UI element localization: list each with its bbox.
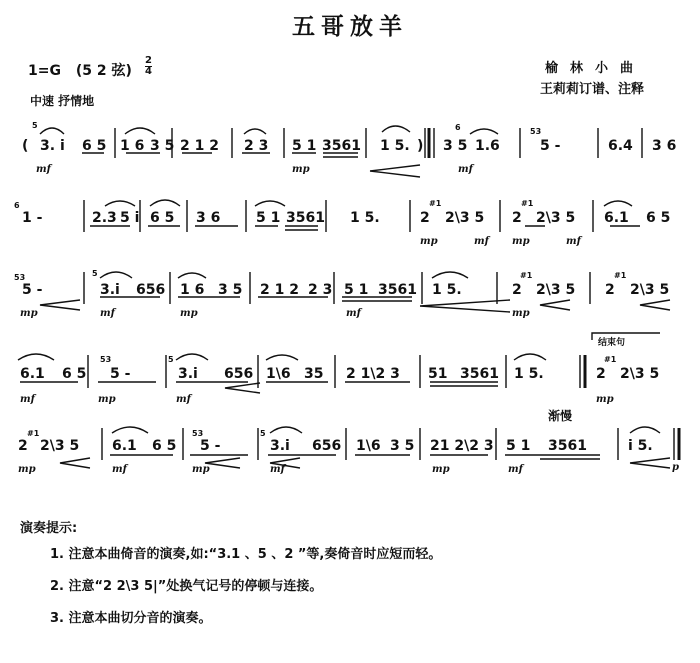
slur [630, 427, 660, 433]
dynamic-mf: mf [346, 308, 361, 319]
note: 2 3 [244, 138, 269, 154]
note: 656 [136, 282, 166, 298]
note: i [60, 138, 65, 154]
performance-note-1: 1. 注意本曲倚音的演奏,如:“3.1 、5 、2 ”等,奏倚音时应短而轻。 [50, 547, 442, 562]
note: 1 5. [380, 138, 410, 154]
dynamic-mf: mf [270, 464, 285, 475]
note: 6 5 [62, 366, 87, 382]
note: 3.i [178, 366, 198, 382]
slur [178, 273, 206, 278]
note: 6 5 [150, 210, 175, 226]
crescendo-hairpin [640, 300, 670, 310]
song-origin: 榆林小曲 [545, 61, 646, 76]
close-paren: ) [417, 138, 424, 154]
performance-note-3: 3. 注意本曲切分音的演奏。 [50, 611, 212, 626]
dynamic-mp: mp [98, 394, 116, 405]
note: 6.1 [112, 438, 137, 454]
grace-note: #1 [521, 199, 534, 208]
slur [105, 201, 135, 206]
dynamic-mf: mf [176, 394, 191, 405]
note: 5 - [540, 138, 561, 154]
note: 2 1\2 3 [346, 366, 400, 382]
dynamic-mf: mf [20, 394, 35, 405]
note: 1 5. [432, 282, 462, 298]
note: 3.i [100, 282, 120, 298]
note: 2\3 5 [630, 282, 670, 298]
note: 6 5 [152, 438, 177, 454]
note: 3. [40, 138, 56, 154]
crescendo-hairpin [205, 458, 240, 468]
decrescendo-hairpin [630, 458, 670, 468]
note: 656 [224, 366, 254, 382]
rhythm-underline [90, 226, 640, 230]
note: 3 6 [196, 210, 221, 226]
note: 2.3 [92, 210, 117, 226]
note: 2 [18, 438, 28, 454]
grace-note: 53 [100, 355, 112, 364]
dynamic-mp: mp [292, 164, 310, 175]
note: 2\3 5 [620, 366, 660, 382]
crescendo-hairpin [540, 300, 570, 310]
note: 21 2\2 3 [430, 438, 494, 454]
dynamic-mf: mf [458, 164, 473, 175]
note: 3.i [270, 438, 290, 454]
grace-note: 53 [14, 273, 26, 282]
note: 5 1 [506, 438, 531, 454]
note: 2 [420, 210, 430, 226]
time-signature-bottom: 4 [145, 66, 152, 77]
grace-note: #1 [520, 271, 533, 280]
slur [604, 201, 632, 206]
note: 1\6 [266, 366, 291, 382]
grace-note: 53 [192, 429, 204, 438]
note: 2\3 5 [40, 438, 80, 454]
grace-note: #1 [604, 355, 617, 364]
note: 6.1 [604, 210, 629, 226]
note: 2 3 [308, 282, 333, 298]
note: 1.6 [475, 138, 500, 154]
note: 3561 [378, 282, 417, 298]
key-label: 1=G [28, 63, 61, 79]
performance-notes-heading: 演奏提示: [20, 521, 78, 536]
ritardando-label: 渐慢 [548, 409, 573, 423]
note: 2 [512, 210, 522, 226]
slur [18, 354, 54, 360]
dynamic-mp: mp [432, 464, 450, 475]
slur [244, 129, 266, 134]
dynamic-mp: mp [512, 236, 530, 247]
tempo-marking: 中速 抒情地 [30, 94, 95, 108]
crescendo-hairpin [60, 458, 90, 468]
note: 5 1 [256, 210, 281, 226]
slur [40, 128, 64, 134]
ending-phrase-label: 结束句 [598, 338, 626, 348]
dynamic-mf: mf [474, 236, 489, 247]
note: 3 5 [150, 138, 175, 154]
song-title: 五哥放羊 [292, 13, 408, 40]
dynamic-mf: mf [508, 464, 523, 475]
note: 3561 [286, 210, 325, 226]
note: 3 5 [390, 438, 415, 454]
note: 5 1 [292, 138, 317, 154]
slur [514, 354, 546, 360]
note: 1 5. [350, 210, 380, 226]
dynamic-mf: mf [100, 308, 115, 319]
note: 1\6 [356, 438, 381, 454]
grace-note: #1 [614, 271, 627, 280]
crescendo-hairpin [40, 300, 80, 310]
note: 5 - [110, 366, 131, 382]
note: 2\3 5 [536, 210, 576, 226]
note: 6 5 [646, 210, 671, 226]
note: 3561 [460, 366, 499, 382]
slur [382, 126, 410, 132]
note: 2\3 5 [536, 282, 576, 298]
note: 1 6 [180, 282, 205, 298]
dynamic-mp: mp [192, 464, 210, 475]
note: 5 - [200, 438, 221, 454]
dynamic-mp: mp [512, 308, 530, 319]
dynamic-mp: mp [180, 308, 198, 319]
dynamic-mp: mp [18, 464, 36, 475]
editor-credit: 王莉莉订谱、注释 [540, 82, 645, 97]
grace-note: #1 [27, 429, 40, 438]
note: 1 6 [120, 138, 145, 154]
note: 6.4 [608, 138, 633, 154]
crescendo-hairpin [225, 383, 260, 393]
note: 35 [304, 366, 324, 382]
dynamic-mp: mp [20, 308, 38, 319]
note: 5 i [120, 210, 140, 226]
slur [255, 201, 285, 206]
note: 3561 [322, 138, 361, 154]
note: 2\3 5 [445, 210, 485, 226]
open-paren: ( [22, 138, 29, 154]
slur [470, 129, 498, 134]
note: 2 [605, 282, 615, 298]
grace-note: 53 [530, 127, 542, 136]
note: 2 1 2 [180, 138, 219, 154]
slur [100, 272, 132, 278]
note: 2 1 2 [260, 282, 299, 298]
time-signature-top: 2 [145, 55, 152, 66]
dynamic-mf: mf [112, 464, 127, 475]
performance-note-2: 2. 注意“2 2\3 5|”处换气记号的停顿与连接。 [50, 579, 323, 594]
note: 656 [312, 438, 342, 454]
note: i 5. [628, 438, 653, 454]
grace-note: 5 [260, 429, 266, 438]
note: 1 5. [514, 366, 544, 382]
note: 5 1 [344, 282, 369, 298]
grace-note: 5 [168, 355, 174, 364]
slur [112, 427, 148, 433]
slur [125, 128, 155, 134]
note: 5 - [22, 282, 43, 298]
decrescendo-hairpin [370, 165, 420, 177]
note: 1 - [22, 210, 43, 226]
dynamic-mf: mf [566, 236, 581, 247]
note: 51 [428, 366, 448, 382]
note: 2 [596, 366, 606, 382]
slur [266, 355, 298, 360]
note: 6 5 [82, 138, 107, 154]
note: 3561 [548, 438, 587, 454]
note: 3 5 [218, 282, 243, 298]
dynamic-mf: mf [36, 164, 51, 175]
tuning-label: (5 2 弦) [75, 63, 132, 79]
note: 2 [512, 282, 522, 298]
grace-note: 5 [32, 121, 38, 130]
note: 6.1 [20, 366, 45, 382]
note: 3 5 [443, 138, 468, 154]
slur [270, 427, 302, 433]
grace-note: 6 [455, 123, 461, 132]
slur [176, 354, 208, 360]
dynamic-mp: mp [596, 394, 614, 405]
grace-note: 5 [92, 269, 98, 278]
note: 3 6 [652, 138, 677, 154]
grace-note: 6 [14, 201, 20, 210]
dynamic-mp: mp [420, 236, 438, 247]
slur [150, 200, 180, 206]
slur [432, 272, 468, 278]
grace-note: #1 [429, 199, 442, 208]
dynamic-p: p [672, 462, 679, 473]
